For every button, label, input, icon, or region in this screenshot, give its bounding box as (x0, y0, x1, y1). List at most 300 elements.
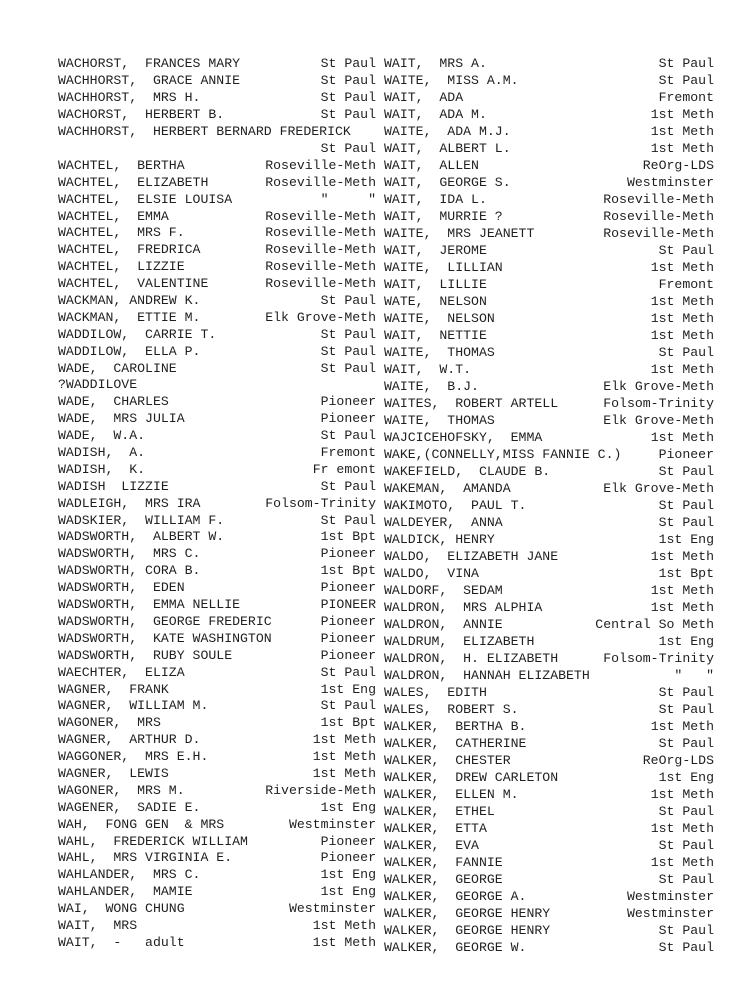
directory-entry (384, 599, 714, 616)
entry-church: 1st Meth (650, 294, 714, 309)
entry-name: WALDO, VINA (384, 566, 479, 581)
entry-name: WADSWORTH, RUBY SOULE (58, 647, 233, 663)
entry-name: WADSWORTH, EDEN (58, 580, 185, 596)
directory-entry (58, 326, 376, 343)
entry-name: WALKER, ELLEN M. (384, 787, 519, 802)
entry-church: St Paul (658, 515, 714, 530)
entry-name: WADSWORTH, KATE WASHINGTON (58, 630, 272, 646)
entry-name: WAITE, NELSON (384, 311, 495, 326)
directory-entry (58, 72, 376, 89)
entry-church: Roseville-Meth (603, 192, 714, 207)
entry-church: 1st Meth (312, 765, 376, 781)
entry-church: St Paul (320, 512, 376, 528)
entry-name: WALKER, ETHEL (384, 804, 495, 819)
entry-church: 1st Meth (650, 362, 714, 377)
entry-name: WAGNER, LEWIS (58, 765, 169, 781)
directory-entry (58, 224, 376, 241)
entry-name: WACHORST, FRANCES MARY (58, 56, 241, 71)
directory-entry (58, 123, 376, 140)
entry-church: St Paul (658, 56, 714, 71)
entry-church: St Paul (658, 804, 714, 819)
directory-entry (384, 888, 714, 905)
entry-name: WACHHORST, GRACE ANNIE (58, 73, 241, 88)
entry-name: WAGNER, WILLIAM M. (58, 698, 209, 714)
entry-name: WALKER, CHESTER (384, 753, 511, 768)
entry-name: WAKIMOTO, PAUL T. (384, 498, 527, 513)
entry-name: WALDRON, MRS ALPHIA (384, 600, 543, 615)
entry-name: WAJCICEHOFSKY, EMMA (384, 430, 543, 445)
entry-name: WADISH, K. (58, 461, 146, 477)
directory-entry (384, 786, 714, 803)
directory-entry (58, 917, 376, 934)
directory-entry (58, 140, 376, 157)
directory-entry (58, 512, 376, 529)
directory-entry (384, 412, 714, 429)
entry-church: St Paul (658, 243, 714, 258)
directory-entry (384, 276, 714, 293)
entry-name: WACHTEL, ELSIE LOUISA (58, 191, 233, 207)
entry-church: Pioneer (320, 613, 376, 629)
entry-name: WACHTEL, FREDRICA (58, 242, 201, 258)
entry-church: St Paul (320, 107, 376, 122)
directory-entry (384, 140, 714, 157)
entry-church: St Paul (320, 664, 376, 680)
entry-church: St Paul (320, 478, 376, 494)
entry-name: WAITE, THOMAS (384, 345, 495, 360)
entry-name: WADSWORTH, EMMA NELLIE (58, 597, 241, 613)
directory-entry (384, 446, 714, 463)
entry-name: WAGGONER, MRS E.H. (58, 749, 209, 765)
entry-name: WAGENER, SADIE E. (58, 799, 201, 815)
entry-church: Pioneer (320, 411, 376, 427)
entry-church: ReOrg-LDS (642, 158, 714, 173)
directory-entry (384, 55, 714, 72)
entry-name: WADDILOW, ELLA P. (58, 343, 201, 359)
directory-entry (58, 613, 376, 630)
entry-church: 1st Meth (650, 430, 714, 445)
entry-church: Folsom-Trinity (265, 495, 376, 511)
directory-entry (384, 650, 714, 667)
entry-church: St Paul (658, 498, 714, 513)
left-column (58, 55, 376, 951)
directory-entry (58, 799, 376, 816)
entry-church: Central So Meth (595, 617, 714, 632)
entry-name: WALKER, GEORGE (384, 872, 503, 887)
entry-church: 1st Eng (320, 681, 376, 697)
entry-church: 1st Bpt (658, 566, 714, 581)
entry-name: WALDEYER, ANNA (384, 515, 503, 530)
entry-church: Riverside-Meth (265, 782, 376, 798)
entry-name: WAH, FONG GEN & MRS (58, 816, 225, 832)
entry-church: Pioneer (320, 580, 376, 596)
entry-name: WACHTEL, VALENTINE (58, 276, 209, 292)
directory-entry (384, 259, 714, 276)
entry-church: St Paul (320, 343, 376, 359)
entry-church: 1st Meth (312, 917, 376, 933)
directory-entry (384, 684, 714, 701)
entry-name: WACHTEL, ELIZABETH (58, 174, 209, 190)
entry-name: WALKER, GEORGE HENRY (384, 906, 551, 921)
directory-entry (384, 820, 714, 837)
directory-entry (58, 883, 376, 900)
directory-entry (58, 697, 376, 714)
directory-entry (384, 378, 714, 395)
entry-name: WALDRON, ANNIE (384, 617, 503, 632)
entry-name: WACHHORST, MRS H. (58, 90, 201, 105)
directory-entry (384, 310, 714, 327)
entry-name: WACHHORST, HERBERT BERNARD FREDERICK (58, 124, 351, 139)
entry-church: 1st Meth (650, 719, 714, 734)
directory-entry (384, 633, 714, 650)
directory-entry (384, 854, 714, 871)
entry-church: 1st Eng (320, 884, 376, 900)
entry-church: St Paul (658, 464, 714, 479)
directory-entry (384, 293, 714, 310)
directory-entry (384, 106, 714, 123)
entry-name: WALKER, EVA (384, 838, 479, 853)
directory-entry (384, 242, 714, 259)
entry-church: Roseville-Meth (265, 242, 376, 258)
directory-entry (384, 463, 714, 480)
directory-entry (58, 833, 376, 850)
entry-church: 1st Eng (658, 532, 714, 547)
entry-church: 1st Meth (650, 141, 714, 156)
directory-entry (58, 731, 376, 748)
entry-name: WADISH, A. (58, 445, 146, 461)
entry-church: St Paul (658, 923, 714, 938)
directory-entry (58, 393, 376, 410)
directory-entry (384, 174, 714, 191)
entry-name: WADE, MRS JULIA (58, 411, 185, 427)
directory-entry (384, 735, 714, 752)
directory-entry (58, 579, 376, 596)
entry-name: WALDRUM, ELIZABETH (384, 634, 535, 649)
directory-entry (384, 922, 714, 939)
entry-church: 1st Meth (650, 124, 714, 139)
entry-church: Pioneer (320, 630, 376, 646)
directory-entry (384, 531, 714, 548)
entry-church: St Paul (320, 293, 376, 309)
entry-name: WADDILOW, CARRIE T. (58, 326, 217, 342)
entry-name: WADSKIER, WILLIAM F. (58, 512, 225, 528)
directory-entry (384, 344, 714, 361)
entry-name: WAITE, B.J. (384, 379, 479, 394)
entry-church: Westminster (626, 889, 714, 904)
directory-entry (384, 718, 714, 735)
entry-church: 1st Meth (650, 311, 714, 326)
entry-church: 1st Meth (650, 855, 714, 870)
directory-entry (58, 461, 376, 478)
entry-name: WACKMAN, ANDREW K. (58, 293, 201, 309)
directory-entry (58, 478, 376, 495)
directory-entry (58, 157, 376, 174)
directory-entry (58, 528, 376, 545)
entry-church: St Paul (320, 73, 376, 88)
entry-name: WADE, W.A. (58, 428, 146, 444)
directory-entry (384, 701, 714, 718)
entry-name: WAIT, JEROME (384, 243, 487, 258)
directory-entry (58, 647, 376, 664)
entry-name: WALDRON, HANNAH ELIZABETH (384, 668, 590, 683)
entry-name: WADSWORTH, CORA B. (58, 563, 201, 579)
directory-entry (384, 89, 714, 106)
directory-entry (58, 106, 376, 123)
entry-church: St Paul (320, 698, 376, 714)
directory-entry (58, 427, 376, 444)
entry-church: Elk Grove-Meth (603, 481, 714, 496)
directory-entry (58, 866, 376, 883)
directory-entry (58, 545, 376, 562)
entry-name: WAITE, MRS JEANETT (384, 226, 535, 241)
entry-church: ReOrg-LDS (642, 753, 714, 768)
entry-name: WACKMAN, ETTIE M. (58, 309, 201, 325)
entry-name: WACHTEL, EMMA (58, 208, 169, 224)
entry-name: WAIT, GEORGE S. (384, 175, 511, 190)
entry-name: WAITE, ADA M.J. (384, 124, 511, 139)
directory-entry (384, 225, 714, 242)
entry-name: WAITE, THOMAS (384, 413, 495, 428)
entry-church: St Paul (320, 56, 376, 71)
directory-entry (384, 514, 714, 531)
entry-name: WADISH LIZZIE (58, 478, 169, 494)
entry-church: St Paul (658, 940, 714, 955)
directory-entry (58, 292, 376, 309)
entry-church: Pioneer (320, 850, 376, 866)
directory-entry (58, 258, 376, 275)
entry-church: 1st Meth (650, 328, 714, 343)
entry-church: 1st Meth (650, 260, 714, 275)
entry-name: WAIT, W.T. (384, 362, 472, 377)
entry-church: 1st Meth (650, 787, 714, 802)
entry-name: WACHTEL, BERTHA (58, 157, 185, 173)
entry-church: 1st Meth (312, 749, 376, 765)
entry-church: St Paul (658, 872, 714, 887)
entry-church: Westminster (288, 816, 376, 832)
entry-church: 1st Bpt (320, 563, 376, 579)
entry-church: 1st Meth (650, 583, 714, 598)
entry-name: WACHTEL, LIZZIE (58, 259, 185, 275)
directory-entry (58, 934, 376, 951)
entry-church: Roseville-Meth (265, 225, 376, 241)
directory-entry (384, 327, 714, 344)
entry-name: WAGONER, MRS (58, 715, 161, 731)
entry-church: Pioneer (320, 647, 376, 663)
entry-church: 1st Meth (650, 549, 714, 564)
entry-name: WALKER, GEORGE A. (384, 889, 527, 904)
entry-name: WAIT, - adult (58, 934, 185, 950)
directory-entry (384, 548, 714, 565)
directory-entry (58, 782, 376, 799)
entry-church: Westminster (626, 906, 714, 921)
entry-name: WALDRON, H. ELIZABETH (384, 651, 559, 666)
entry-church: St Paul (658, 685, 714, 700)
entry-name: WAIT, IDA L. (384, 192, 487, 207)
directory-entry (58, 816, 376, 833)
entry-name: WALDO, ELIZABETH JANE (384, 549, 559, 564)
directory-entry (384, 752, 714, 769)
entry-name: WADE, CAROLINE (58, 360, 177, 376)
entry-church: 1st Eng (658, 634, 714, 649)
entry-church: St Paul (658, 702, 714, 717)
directory-entry (58, 241, 376, 258)
directory-entry (384, 208, 714, 225)
entry-church: 1st Meth (650, 821, 714, 836)
entry-church: Fremont (658, 90, 714, 105)
entry-name: WAIT, NETTIE (384, 328, 487, 343)
directory-entry (58, 562, 376, 579)
entry-church: Westminster (288, 901, 376, 917)
entry-church: Pioneer (320, 394, 376, 410)
entry-church: St Paul (320, 90, 376, 105)
entry-name: WAGONER, MRS M. (58, 782, 185, 798)
entry-church: St Paul (320, 428, 376, 444)
entry-church: 1st Bpt (320, 715, 376, 731)
directory-entry (58, 630, 376, 647)
entry-church: Folsom-Trinity (603, 396, 714, 411)
directory-entry (58, 275, 376, 292)
directory-entry (384, 72, 714, 89)
entry-church: 1st Eng (658, 770, 714, 785)
entry-name: WATE, NELSON (384, 294, 487, 309)
directory-entry (58, 444, 376, 461)
directory-entry (384, 939, 714, 956)
entry-church: PIONEER (320, 597, 376, 613)
entry-church: Pioneer (658, 447, 714, 462)
directory-entry (384, 667, 714, 684)
entry-name: WALKER, ETTA (384, 821, 487, 836)
directory-entry (384, 191, 714, 208)
directory-entry (384, 565, 714, 582)
entry-name: WAIT, MRS (58, 917, 138, 933)
entry-name: WALES, EDITH (384, 685, 487, 700)
directory-entry (58, 596, 376, 613)
entry-name: WAIT, ALBERT L. (384, 141, 511, 156)
entry-church: 1st Meth (312, 732, 376, 748)
entry-church: 1st Eng (320, 867, 376, 883)
entry-church: Roseville-Meth (265, 174, 376, 190)
entry-name: WAIT, ADA (384, 90, 464, 105)
directory-entry (384, 769, 714, 786)
entry-church: Pioneer (320, 833, 376, 849)
directory-entry (58, 714, 376, 731)
entry-name: WAECHTER, ELIZA (58, 664, 185, 680)
entry-name: WADSWORTH, ALBERT W. (58, 529, 225, 545)
entry-name: WADLEIGH, MRS IRA (58, 495, 201, 511)
entry-name: WALKER, FANNIE (384, 855, 503, 870)
entry-church: Elk Grove-Meth (265, 309, 376, 325)
directory-entry (58, 191, 376, 208)
entry-name: WAKEMAN, AMANDA (384, 481, 511, 496)
entry-name: WACHORST, HERBERT B. (58, 107, 225, 122)
directory-entry (58, 208, 376, 225)
entry-church: Folsom-Trinity (603, 651, 714, 666)
entry-name: WALES, ROBERT S. (384, 702, 519, 717)
entry-name: WACHTEL, MRS F. (58, 225, 185, 241)
entry-name: WAI, WONG CHUNG (58, 901, 185, 917)
directory-entry (384, 480, 714, 497)
entry-name: WAHL, MRS VIRGINIA E. (58, 850, 233, 866)
entry-name: WAKEFIELD, CLAUDE B. (384, 464, 551, 479)
entry-name: WALKER, DREW CARLETON (384, 770, 559, 785)
entry-church: Roseville-Meth (603, 226, 714, 241)
entry-name: WAHL, FREDERICK WILLIAM (58, 833, 248, 849)
entry-name: WAIT, LILLIE (384, 277, 487, 292)
entry-name: WAKE,(CONNELLY,MISS FANNIE C.) (384, 447, 622, 462)
directory-entry (384, 157, 714, 174)
directory-entry (58, 681, 376, 698)
entry-church: Elk Grove-Meth (603, 379, 714, 394)
entry-name: WAHLANDER, MRS C. (58, 867, 201, 883)
entry-church: Elk Grove-Meth (603, 413, 714, 428)
entry-church: Westminster (626, 175, 714, 190)
directory-entry (384, 803, 714, 820)
entry-church: Fremont (320, 445, 376, 461)
directory-entry (58, 309, 376, 326)
directory-entry (58, 360, 376, 377)
entry-church: Fr emont (312, 461, 376, 477)
directory-entry (58, 495, 376, 512)
directory-entry (384, 871, 714, 888)
directory-entry (58, 343, 376, 360)
directory-entry (58, 664, 376, 681)
entry-church: Roseville-Meth (603, 209, 714, 224)
entry-church: St Paul (658, 736, 714, 751)
entry-church: Fremont (658, 277, 714, 292)
entry-church: Roseville-Meth (265, 259, 376, 275)
entry-name: WAITE, LILLIAN (384, 260, 503, 275)
entry-name: WAGNER, FRANK (58, 681, 169, 697)
directory-entry (384, 361, 714, 378)
directory-entry (58, 174, 376, 191)
entry-church: St Paul (658, 73, 714, 88)
entry-church: 1st Bpt (320, 529, 376, 545)
entry-church: Roseville-Meth (265, 276, 376, 292)
entry-name: WALKER, GEORGE W. (384, 940, 527, 955)
entry-name: ?WADDILOVE (58, 377, 138, 393)
directory-entry (384, 616, 714, 633)
entry-name: WAITES, ROBERT ARTELL (384, 396, 559, 411)
entry-name: WAIT, ALLEN (384, 158, 479, 173)
entry-church: Roseville-Meth (265, 208, 376, 224)
entry-church: Pioneer (320, 546, 376, 562)
directory-entry (58, 89, 376, 106)
entry-church: " " (674, 668, 714, 683)
directory-entry (384, 837, 714, 854)
entry-name: WAIT, MRS A. (384, 56, 487, 71)
directory-entry (58, 849, 376, 866)
entry-church: St Paul (658, 345, 714, 360)
entry-church: St Paul (320, 326, 376, 342)
directory-entry (384, 123, 714, 140)
entry-name: WAHLANDER, MAMIE (58, 884, 193, 900)
entry-name: WALKER, BERTHA B. (384, 719, 527, 734)
directory-entry (384, 582, 714, 599)
directory-entry (384, 429, 714, 446)
entry-church: 1st Eng (320, 799, 376, 815)
directory-entry (384, 905, 714, 922)
entry-name: WAIT, MURRIE ? (384, 209, 503, 224)
entry-church: 1st Meth (312, 934, 376, 950)
entry-name: WADE, CHARLES (58, 394, 169, 410)
directory-entry (58, 376, 376, 393)
entry-name: WADSWORTH, MRS C. (58, 546, 201, 562)
right-column (384, 55, 714, 956)
directory-entry (58, 765, 376, 782)
entry-name: WALKER, GEORGE HENRY (384, 923, 551, 938)
directory-entry (58, 900, 376, 917)
directory-entry (384, 395, 714, 412)
entry-church: St Paul (658, 838, 714, 853)
